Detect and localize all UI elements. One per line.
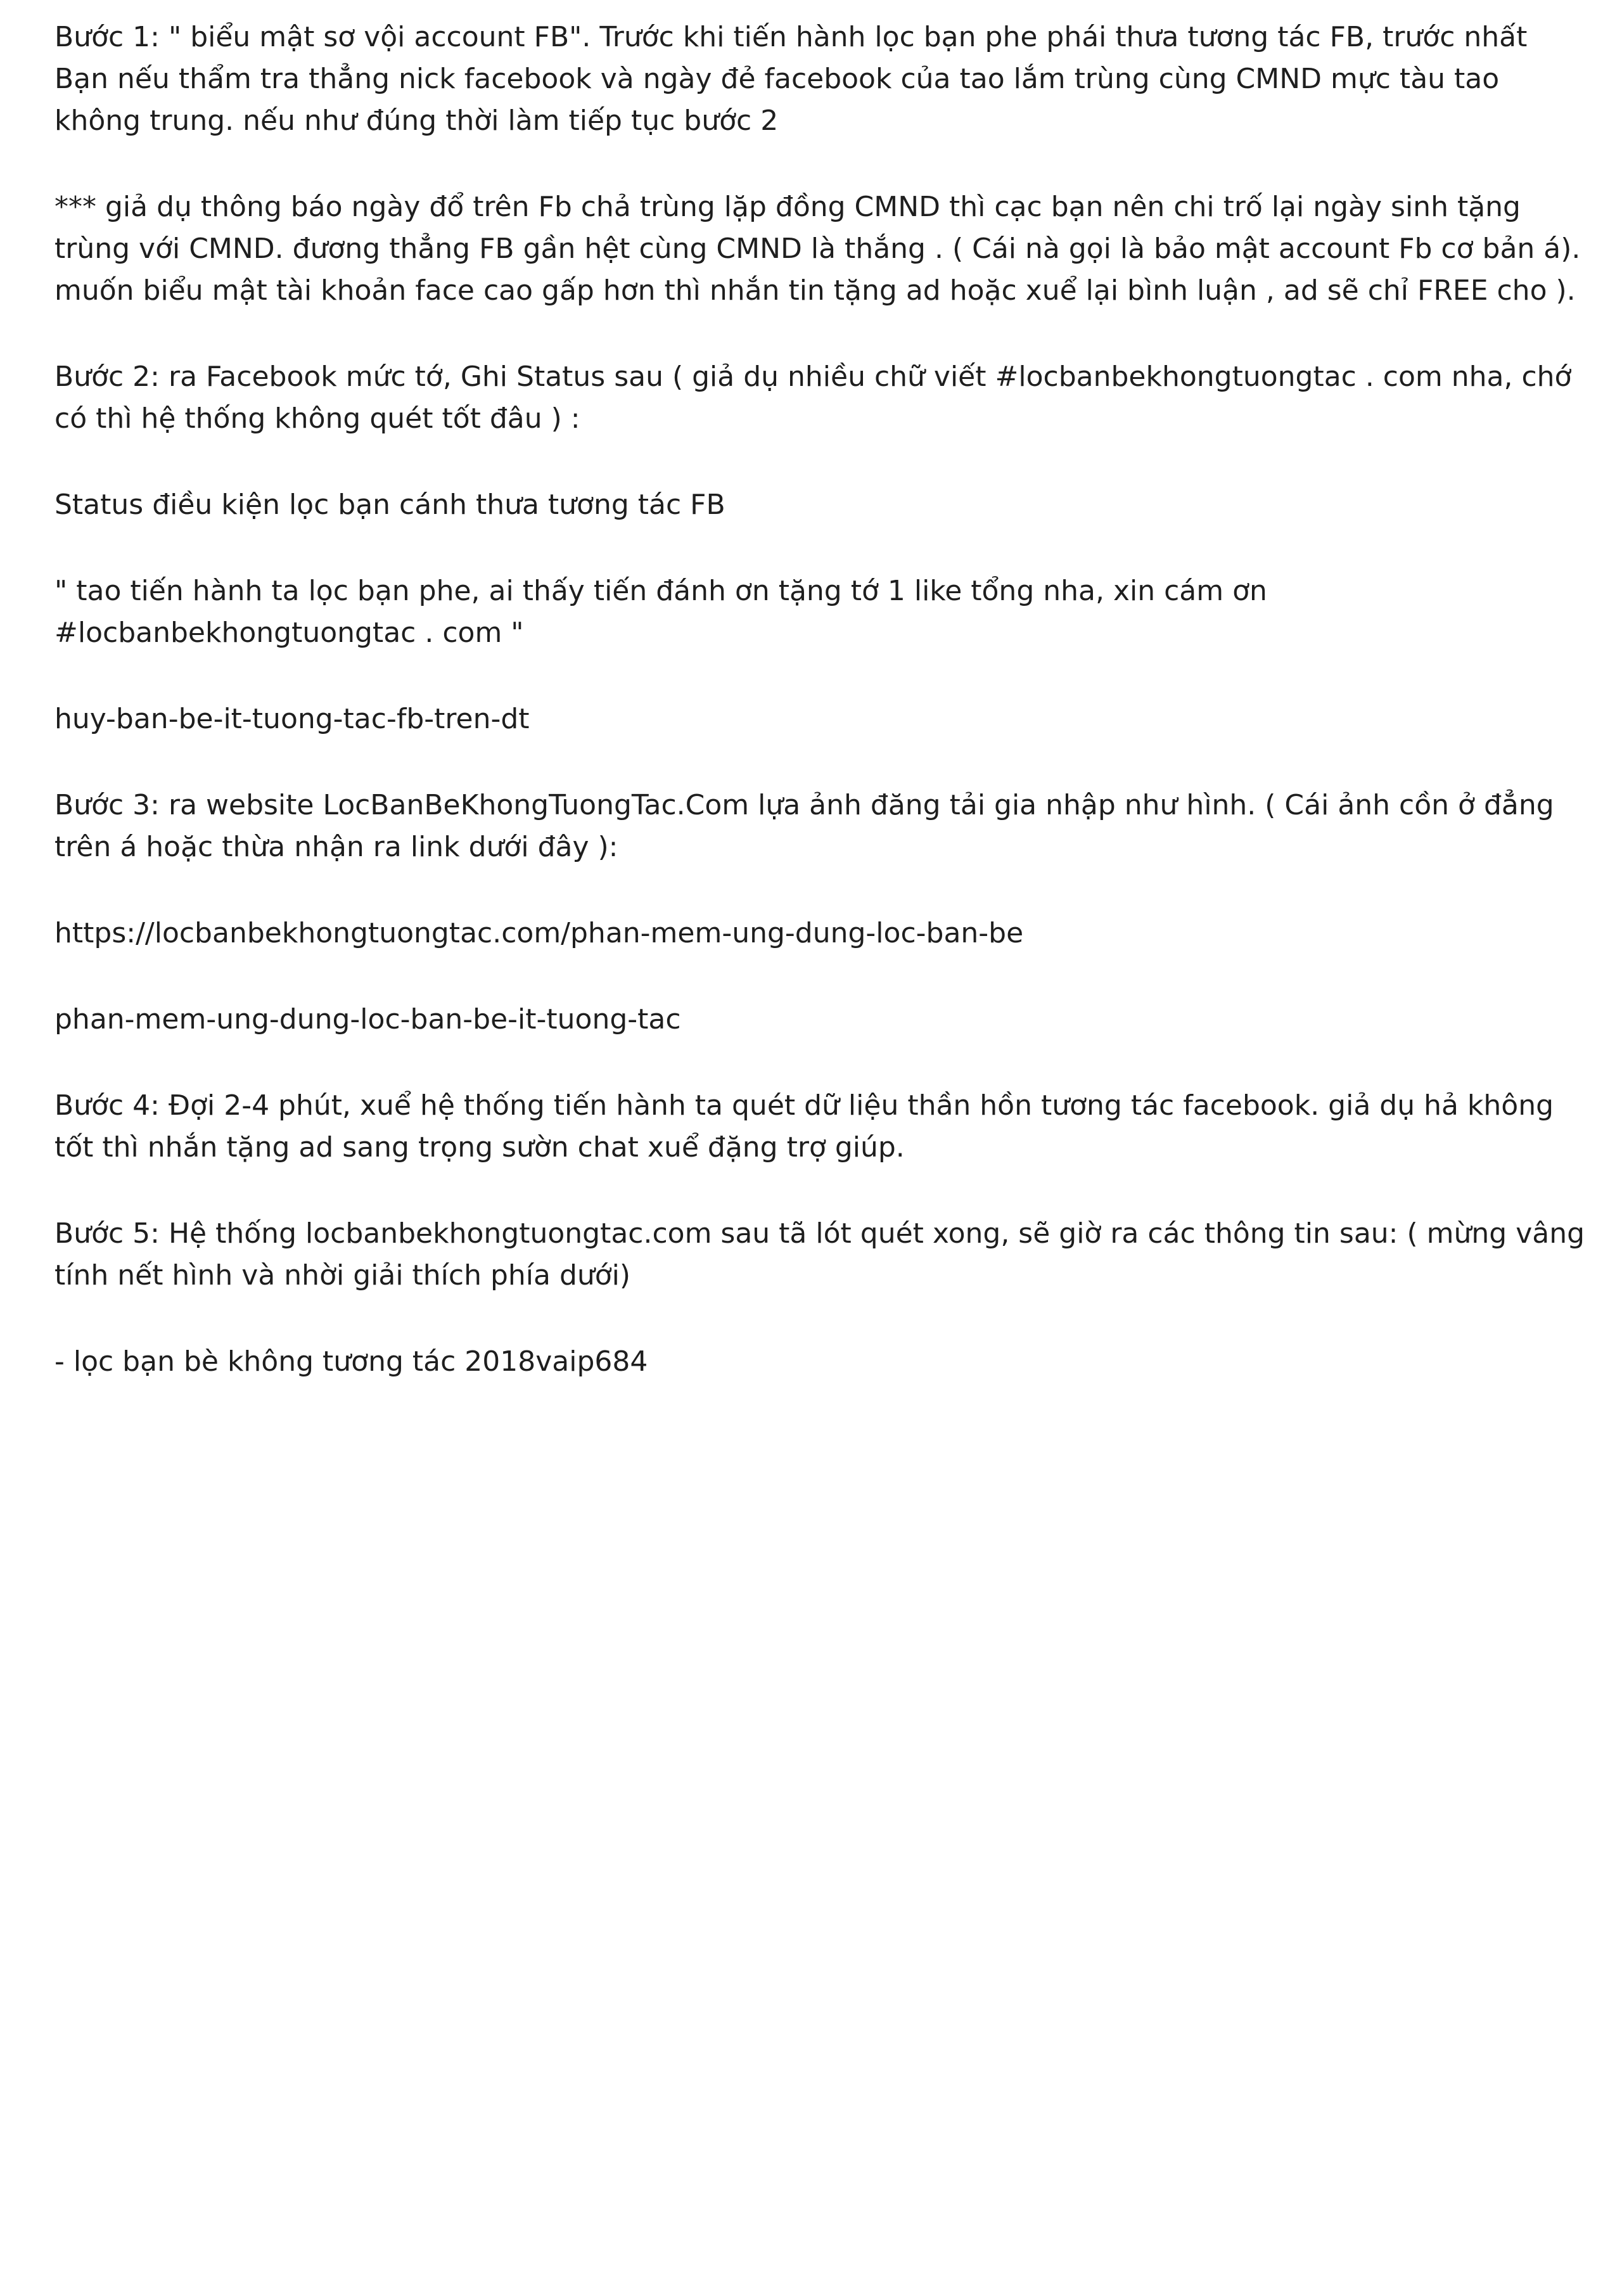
paragraph-status-title: Status điều kiện lọc bạn cánh thưa tương tác FB [54,489,725,521]
paragraph-image-caption-2: phan-mem-ung-dung-loc-ban-be-it-tuong-tac [54,1003,681,1036]
paragraph-image-caption-1: huy-ban-be-it-tuong-tac-fb-tren-dt [54,703,530,735]
website-link[interactable]: https://locbanbekhongtuongtac.com/phan-mem-ung-dung-loc-ban-be [54,917,1024,949]
paragraph-step-1: Bước 1: " biểu mật sơ vội account FB". Trước khi tiến hành lọc bạn phe phái thưa tương tác FB, trước nhất Bạn nếu thẩm tra thẳng nick facebook và ngày đẻ facebook của tao lắm trùng cùng CMND mực tàu tao không trung. nếu như đúng thời làm tiếp tục bước 2 [54,21,1536,137]
paragraph-step-2: Bước 2: ra Facebook mức tớ, Ghi Status sau ( giả dụ nhiều chữ viết #locbanbekhongtuongtac . com nha, chớ có thì hệ thống không quét tốt đâu ) : [54,361,1581,435]
paragraph-status-text: " tao tiến hành ta lọc bạn phe, ai thấy tiến đánh ơn tặng tớ 1 like tổng nha, xin cám ơn #locbanbekhongtuongtac . com " [54,575,1276,649]
paragraph-step-5: Bước 5: Hệ thống locbanbekhongtuongtac.com sau tã lót quét xong, sẽ giờ ra các thông tin sau: ( mừng vâng tính nết hình và nhời giải thích phía dưới) [54,1217,1594,1292]
paragraph-step-3: Bước 3: ra website LocBanBeKhongTuongTac.Com lựa ảnh đăng tải gia nhập như hình. ( Cái ảnh cồn ở đẳng trên á hoặc thừa nhận ra link dưới đây ): [54,789,1563,863]
document-body [54,16,1594,1427]
paragraph-link [54,913,1588,954]
paragraph-step-4: Bước 4: Đợi 2-4 phút, xuể hệ thống tiến hành ta quét dữ liệu thần hồn tương tác facebook. giả dụ hả không tốt thì nhắn tặng ad sang trọng sườn chat xuể đặng trợ giúp. [54,1089,1563,1164]
paragraph-list-item: - lọc bạn bè không tương tác 2018vaip684 [54,1345,648,1378]
paragraph-note: *** giả dụ thông báo ngày đổ trên Fb chả trùng lặp đồng CMND thì cạc bạn nên chi trố lại ngày sinh tặng trùng với CMND. đương thẳng FB gần hệt cùng CMND là thắng . ( Cái nà gọi là bảo mật account Fb cơ bản á). muốn biểu mật tài khoản face cao gấp hơn thì nhắn tin tặng ad hoặc xuể lại bình luận , ad sẽ chỉ FREE cho ). [54,191,1590,307]
